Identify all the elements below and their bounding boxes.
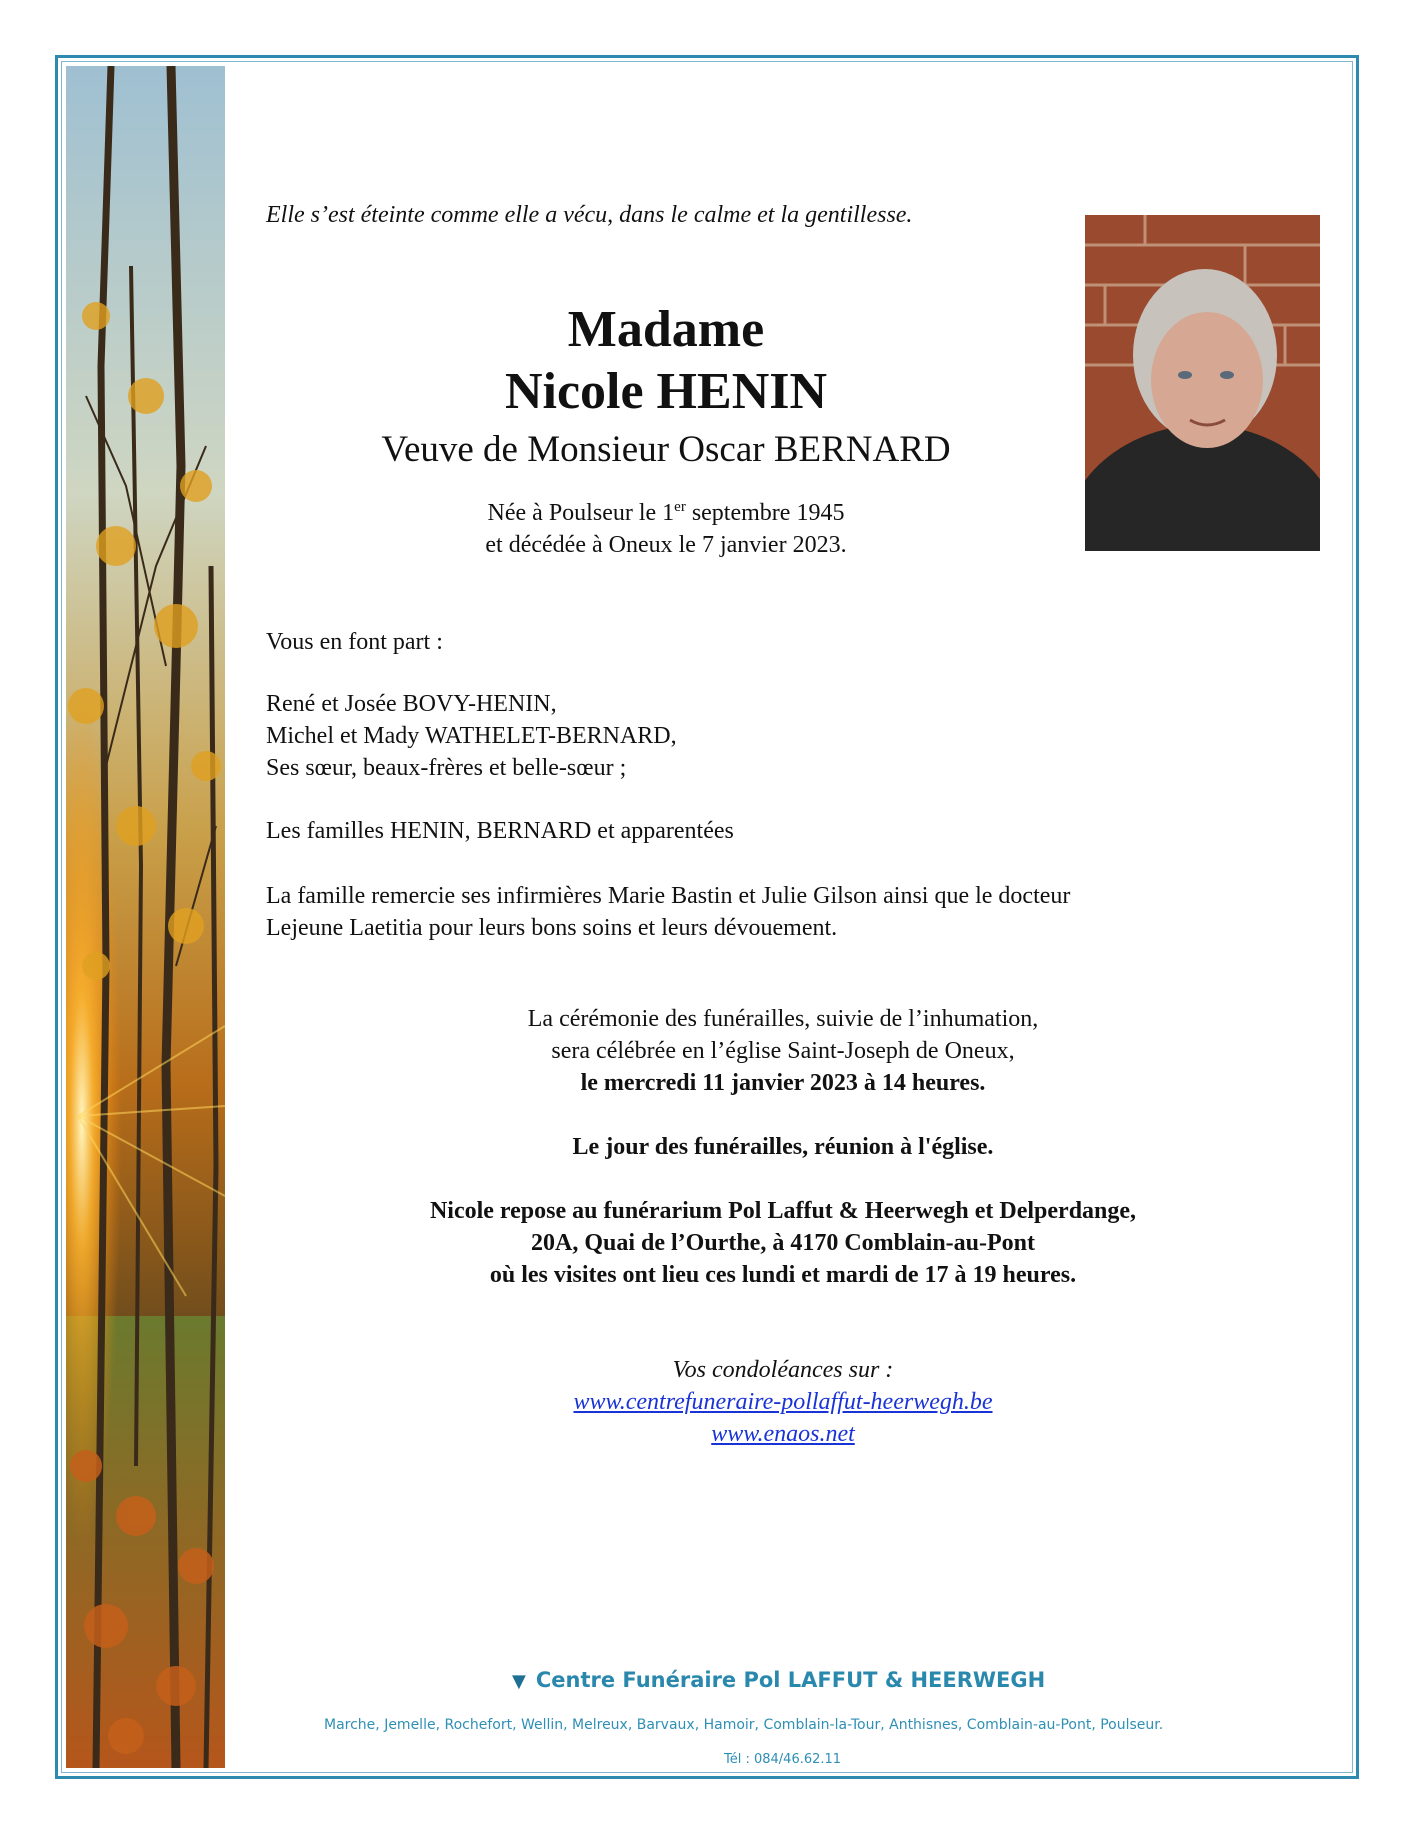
family-line: René et Josée BOVY-HENIN, <box>266 691 557 717</box>
epigraph: Elle s’est éteinte comme elle a vécu, dans le calme et la gentillesse. <box>266 202 913 228</box>
meeting-note: Le jour des funérailles, réunion à l'église. <box>572 1134 994 1160</box>
ceremony-line-2: sera célébrée en l’église Saint-Joseph de Oneux, <box>551 1038 1015 1064</box>
birth-prefix: Née à Poulseur le 1 <box>487 500 675 526</box>
condolences-link-1[interactable]: www.centrefuneraire-pollaffut-heerwegh.be <box>573 1389 993 1415</box>
footer-company <box>512 1668 1045 1692</box>
families-line: Les familles HENIN, BERNARD et apparentées <box>266 818 734 844</box>
footer-phone: Tél : 084/46.62.11 <box>724 1752 842 1767</box>
deceased-name: Nicole HENIN <box>504 363 828 420</box>
family-line: Ses sœur, beaux-frères et belle-sœur ; <box>266 755 627 781</box>
condolences-label: Vos condoléances sur : <box>672 1357 894 1383</box>
rest-line-3: où les visites ont lieu ces lundi et mardi de 17 à 19 heures. <box>489 1262 1077 1288</box>
deceased-title: Madame <box>567 301 765 358</box>
portrait-photo <box>1085 215 1320 551</box>
condolences-link-wrap <box>266 1389 1300 1416</box>
birth-ordinal: er <box>674 499 686 515</box>
death-line: et décédée à Oneux le 7 janvier 2023. <box>485 532 847 558</box>
footer-company-name: Centre Funéraire Pol LAFFUT & HEERWEGH <box>535 1668 1046 1692</box>
birth-suffix: septembre 1945 <box>685 500 845 526</box>
footer-towns: Marche, Jemelle, Rochefort, Wellin, Melreux, Barvaux, Hamoir, Comblain-la-Tour, Anthisnes, Comblain-au-Pont, Poulseur. <box>324 1717 1164 1733</box>
widow-of: Veuve de Monsieur Oscar BERNARD <box>381 429 951 470</box>
ceremony-date: le mercredi 11 janvier 2023 à 14 heures. <box>580 1070 986 1096</box>
family-line: Michel et Mady WATHELET-BERNARD, <box>266 723 677 749</box>
ceremony-line-1: La cérémonie des funérailles, suivie de l’inhumation, <box>527 1006 1039 1032</box>
condolences-link-2[interactable]: www.enaos.net <box>711 1421 855 1447</box>
rest-line-1: Nicole repose au funérarium Pol Laffut & Heerwegh et Delperdange, <box>429 1198 1137 1224</box>
condolences-link-wrap <box>266 1421 1300 1448</box>
autumn-forest-image <box>66 66 225 1768</box>
thanks-line: Lejeune Laetitia pour leurs bons soins et leurs dévouement. <box>266 915 838 941</box>
rest-line-2: 20A, Quai de l’Ourthe, à 4170 Comblain-au-Pont <box>530 1230 1036 1256</box>
birth-line <box>266 500 1066 527</box>
triangle-down-icon: ▼ <box>512 1671 526 1692</box>
thanks-line: La famille remercie ses infirmières Marie Bastin et Julie Gilson ainsi que le docteur <box>266 883 1071 909</box>
announcement-intro: Vous en font part : <box>266 629 443 655</box>
